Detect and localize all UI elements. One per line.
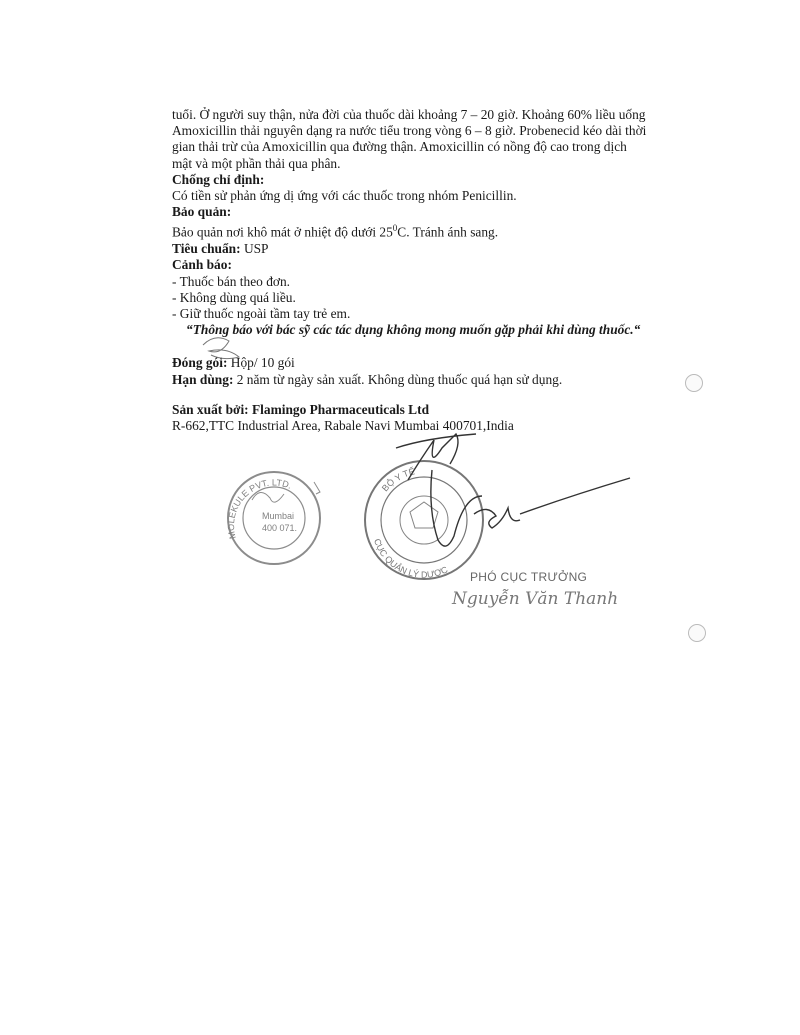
warning-item: - Giữ thuốc ngoài tầm tay trẻ em. [172,305,351,321]
expiry-line [172,372,712,388]
standard-heading: Tiêu chuẩn: [172,241,241,257]
storage-text [172,220,712,241]
packaging-value: Hộp/ 10 gói [227,355,295,371]
packaging-heading: Đóng gói: [172,355,228,371]
punch-hole-mark [688,624,706,642]
signatory-name: Nguyễn Văn Thanh [452,589,619,609]
pharmacokinetics-line-4: mật và một phần thải qua phân. [172,155,341,171]
standard-value: USP [240,241,269,257]
company-seal [226,472,320,564]
storage-text-tail: C. Tránh ánh sang. [397,224,499,240]
warning-item: - Không dùng quá liều. [172,289,296,305]
company-seal-text: MOLEKULE PVT. LTD. [225,477,294,540]
contraindications-heading: Chống chỉ định: [172,171,265,187]
standard-line [172,241,712,257]
agency-seal-text: CỤC QUẢN LÝ DƯỢC [372,537,450,580]
official-signature [396,434,630,546]
pharmacokinetics-line-1: tuổi. Ở người suy thận, nửa đời của thuốc dài khoảng 7 – 20 giờ. Khoảng 60% liều uống [172,107,646,122]
document-body [172,107,712,434]
svg-text:CỤC QUẢN LÝ DƯỢC [372,537,450,579]
pharmacokinetics-line-3: gian thải trừ của Amoxicillin qua đường thận. Amoxicillin có nồng độ cao trong dịch [172,139,627,155]
expiry-heading: Hạn dùng: [172,371,234,387]
pharmacokinetics-line-2: Amoxicillin thải nguyên dạng ra nước tiểu trong vòng 6 – 8 giờ. Probenecid kéo dài thời [172,123,647,139]
svg-text:BỘ Y TẾ [380,466,416,493]
agency-seal [365,461,483,580]
doctor-notice: “Thông báo với bác sỹ các tác dụng không mong muốn gặp phải khi dùng thuốc.“ [186,322,641,338]
agency-seal-top: BỘ Y TẾ [379,466,416,494]
storage-heading: Bảo quản: [172,204,232,220]
svg-text:MOLEKULE PVT. LTD. [226,478,293,540]
storage-degree: 0 [392,223,398,234]
company-seal-code: 400 071. [262,523,298,533]
warning-item: - Thuốc bán theo đơn. [172,273,291,289]
manufacturer-heading: Sản xuất bởi: Flamingo Pharmaceuticals Ltd [172,401,430,417]
contraindications-text: Có tiền sử phản ứng dị ứng với các thuốc trong nhóm Penicillin. [172,188,517,204]
company-seal-city: Mumbai [262,511,295,521]
signatory-title: PHÓ CỤC TRƯỞNG [470,570,588,584]
warnings-heading: Cảnh báo: [172,257,232,273]
expiry-value: 2 năm từ ngày sản xuất. Không dùng thuốc quá hạn sử dụng. [233,371,563,387]
punch-hole-mark [685,374,703,392]
packaging-line [172,355,712,371]
storage-text-main: Bảo quản nơi khô mát ở nhiệt độ dưới 25 [172,224,393,240]
manufacturer-address: R-662,TTC Industrial Area, Rabale Navi Mumbai 400701,India [172,417,514,433]
